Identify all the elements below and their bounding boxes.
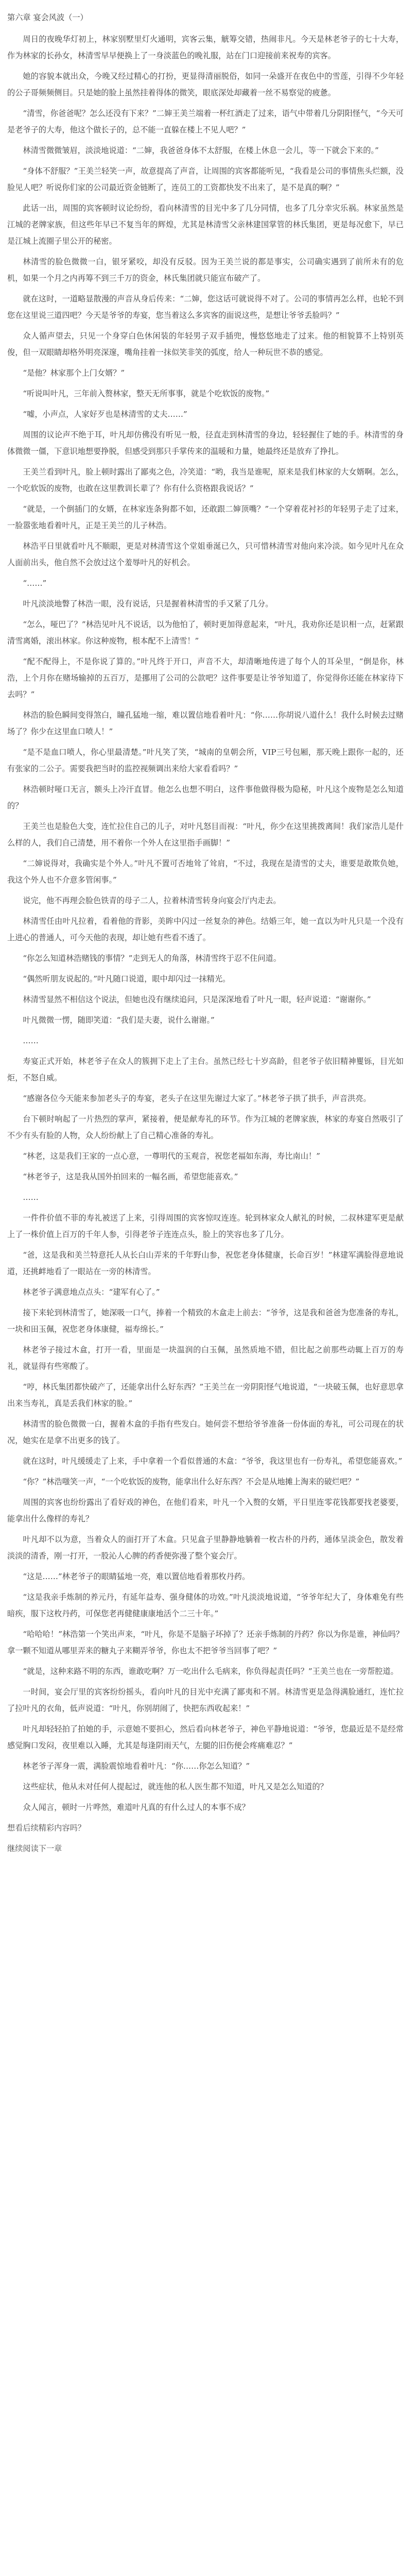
- paragraph: 接下来轮到林清雪了，她深吸一口气，捧着一个精致的木盒走上前去：“爷爷，这是我和爸爸为您准备的寿礼，一块和田玉佩，祝您老身体康健，福寿绵长。”: [7, 1308, 404, 1334]
- paragraph: ……: [23, 1036, 39, 1045]
- paragraph: 就在这时，一道略显散漫的声音从身后传来：“二婶，您这话可就说得不对了。公司的事情再怎么样，也轮不到您在这里说三道四吧？今天是爷爷的寿宴，您当着这么多宾客的面说这些，是想让爷爷丢脸吗？”: [7, 294, 404, 320]
- paragraph: “偶然听朋友说起的。”叶凡随口说道，眼中却闪过一抹精光。: [23, 974, 231, 984]
- paragraph: “哼，林氏集团都快破产了，还能拿出什么好东西？”王美兰在一旁阴阳怪气地说道，“一块破玉佩，也好意思拿出来当寿礼，真是丢我们林家的脸。”: [7, 1382, 404, 1408]
- chapter-title: 第六章 宴会风波（一）: [7, 13, 88, 22]
- paragraph: 周围的议论声不绝于耳，叶凡却仿佛没有听见一般，径直走到林清雪的身边，轻轻握住了她的手。林清雪的身体微微一僵，下意识地想要挣脱，但感受到那只手掌传来的温暖和力量，她最终还是放弃了挣扎。: [7, 430, 404, 456]
- paragraph: 林清雪微微皱眉，淡淡地说道：“二婶，我爸爸身体不太舒服，在楼上休息一会儿，等一下就会下来的。”: [23, 146, 379, 155]
- paragraph: “是不是血口喷人，你心里最清楚。”叶凡笑了笑，“城南的皇朝会所，VIP三号包厢，那天晚上跟你一起的，还有张家的二公子。需要我把当时的监控视频调出来给大家看看吗？”: [7, 748, 404, 773]
- paragraph: “林老，这是我们王家的一点心意，一尊明代的玉观音，祝您老福如东海，寿比南山！”: [23, 1151, 320, 1161]
- paragraph: 叶凡却轻轻拍了拍她的手，示意她不要担心，然后看向林老爷子，神色平静地说道：“爷爷，您最近是不是经常感觉胸口发闷，夜里难以入睡，尤其是每逢阴雨天气，左腿的旧伤便会疼痛难忍？”: [7, 1724, 404, 1750]
- paragraph: “林老爷子，这是我从国外拍回来的一幅名画，希望您能喜欢。”: [23, 1172, 238, 1181]
- paragraph: “就是，这种来路不明的东西，谁敢吃啊？万一吃出什么毛病来，你负得起责任吗？”王美兰也在一旁帮腔道。: [23, 1667, 398, 1676]
- footer-prompt: 想看后续精彩内容吗？: [7, 1823, 85, 1833]
- next-chapter-link[interactable]: 继续阅读下一章: [7, 1844, 62, 1853]
- paragraph: “……”: [23, 579, 47, 588]
- paragraph: 叶凡微微一愣，随即笑道：“我们是夫妻，说什么谢谢。”: [23, 1015, 215, 1025]
- paragraph: “是他？林家那个上门女婿？”: [23, 368, 125, 378]
- paragraph: “怎么，哑巴了？”林浩见叶凡不说话，以为他怕了，顿时更加得意起来，“叶凡，我劝你还是识相一点，赶紧跟清雪离婚，滚出林家。你这种废物，根本配不上清雪！”: [7, 620, 404, 646]
- paragraph: 这些症状，他从未对任何人提起过，就连他的私人医生都不知道，叶凡又是怎么知道的？: [23, 1782, 328, 1791]
- paragraph: 林浩平日里就看叶凡不顺眼，更是对林清雪这个堂姐垂涎已久，只可惜林清雪对他向来冷淡。如今见叶凡在众人面前出头，他自然不会放过这个羞辱叶凡的好机会。: [7, 541, 404, 567]
- paragraph: 林老爷子接过木盒，打开一看，里面是一块温润的白玉佩，虽然质地不错，但比起之前那些动辄上百万的寿礼，就显得有些寒酸了。: [7, 1345, 404, 1371]
- paragraph: 一时间，宴会厅里的宾客纷纷摇头，看向叶凡的目光中充满了鄙夷和不屑。林清雪更是急得满脸通红，连忙拉了拉叶凡的衣角，低声说道：“叶凡，你别胡闹了，快把东西收起来！”: [7, 1687, 404, 1713]
- paragraph: 说完，他不再理会脸色铁青的母子二人，拉着林清雪转身向宴会厅内走去。: [23, 896, 281, 905]
- paragraph: 此话一出，周围的宾客顿时议论纷纷，看向林清雪的目光中多了几分同情，也多了几分幸灾乐祸。林家虽然是江城的老牌家族，但这些年早已不复当年的辉煌，尤其是林清雪父亲林建国掌管的林氏集团，更是每况愈下，早已是江城上流圈子里公开的秘密。: [7, 204, 404, 246]
- paragraph: ……: [23, 1193, 39, 1202]
- paragraph: 一件件价值不菲的寿礼被送了上来，引得周围的宾客惊叹连连。轮到林家众人献礼的时候，二叔林建军更是献上了一株价值上百万的千年人参，引得老爷子连连点头，脸上的笑容也多了几分。: [7, 1213, 404, 1239]
- paragraph: “你怎么知道林浩赌钱的事情？”走到无人的角落，林清雪终于忍不住问道。: [23, 954, 281, 963]
- paragraph: 林清雪任由叶凡拉着，看着他的背影，美眸中闪过一丝复杂的神色。结婚三年，她一直以为叶凡只是一个没有上进心的普通人，可今天他的表现，却让她有些看不透了。: [7, 917, 404, 942]
- paragraph: 王美兰看到叶凡，脸上顿时露出了鄙夷之色，冷笑道：“哟，我当是谁呢，原来是我们林家的大女婿啊。怎么，一个吃软饭的废物，也敢在这里教训长辈了？你有什么资格跟我说话？”: [7, 467, 404, 493]
- paragraph: 周围的宾客也纷纷露出了看好戏的神色，在他们看来，叶凡一个入赘的女婿，平日里连零花钱都要找老婆要，能拿出什么像样的寿礼？: [7, 1498, 404, 1523]
- paragraph: 周日的夜晚华灯初上，林家别墅里灯火通明，宾客云集，觥筹交错，热闹非凡。今天是林老爷子的七十大寿，作为林家的长孙女，林清雪早早便换上了一身淡蓝色的晚礼服，站在门口迎接前来祝寿的宾客。: [7, 35, 404, 60]
- paragraph: 寿宴正式开始，林老爷子在众人的簇拥下走上了主台。虽然已经七十岁高龄，但老爷子依旧精神矍铄，目光如炬，不怒自威。: [7, 1057, 404, 1082]
- paragraph: “嘘，小声点，人家好歹也是林清雪的丈夫……”: [23, 410, 187, 419]
- paragraph: 林清雪的脸色微微一白，银牙紧咬，却没有反驳。因为王美兰说的都是事实，公司确实遇到了前所未有的危机，如果一个月之内再筹不到三千万的资金，林氏集团就只能宣布破产了。: [7, 257, 404, 283]
- paragraph: 林老爷子浑身一震，满脸震惊地看着叶凡：“你……你怎么知道？”: [23, 1761, 250, 1771]
- paragraph: 众人闻言，顿时一片哗然，难道叶凡真的有什么过人的本事不成？: [23, 1803, 250, 1812]
- paragraph: 就在这时，叶凡缓缓走了上来，手中拿着一个看似普通的木盒：“爷爷，我这里也有一份寿礼，希望您能喜欢。”: [23, 1456, 403, 1466]
- paragraph: 王美兰也是脸色大变，连忙拉住自己的儿子，对叶凡怒目而视：“叶凡，你少在这里挑拨离间！我们家浩儿是什么样的人，我们自己清楚，用不着你一个外人在这里指手画脚！”: [7, 822, 404, 848]
- paragraph: “这是……”林老爷子的眼睛猛地一亮，难以置信地看着那枚丹药。: [23, 1572, 250, 1581]
- paragraph: “身体不舒服？”王美兰轻笑一声，故意提高了声音，让周围的宾客都能听见，“我看是公司的事情焦头烂额，没脸见人吧？听说你们家的公司最近资金链断了，连员工的工资都快发不出来了，是不是真的啊？”: [7, 166, 404, 192]
- paragraph: “清雪，你爸爸呢？怎么还没有下来？”二婶王美兰端着一杯红酒走了过来，语气中带着几分阴阳怪气，“今天可是老爷子的大寿，他这个做长子的，总不能一直躲在楼上不见人吧？”: [7, 109, 404, 134]
- paragraph: 叶凡却不以为意，当着众人的面打开了木盒。只见盒子里静静地躺着一枚古朴的丹药，通体呈淡金色，散发着淡淡的清香，刚一打开，一股沁人心脾的药香便弥漫了整个宴会厅。: [7, 1535, 404, 1561]
- paragraph: “感谢各位今天能来参加老头子的寿宴，老头子在这里先谢过大家了。”林老爷子拱了拱手，声音洪亮。: [23, 1094, 371, 1103]
- paragraph: 林浩顿时哑口无言，额头上冷汗直冒。他怎么也想不明白，这件事他做得极为隐秘，叶凡这个废物是怎么知道的？: [7, 785, 404, 810]
- paragraph: 林老爷子满意地点点头：“建军有心了。”: [23, 1287, 160, 1297]
- paragraph: 众人循声望去，只见一个身穿白色休闲装的年轻男子双手插兜，慢悠悠地走了过来。他的相貌算不上特别英俊，但一双眼睛却格外明亮深邃，嘴角挂着一抹似笑非笑的弧度，给人一种玩世不恭的感觉。: [7, 331, 404, 357]
- paragraph: “爸，这是我和美兰特意托人从长白山弄来的千年野山参，祝您老身体健康，长命百岁！”林建军满脸得意地说道，还挑衅地看了一眼站在一旁的林清雪。: [7, 1250, 404, 1276]
- paragraph: 她的容貌本就出众，今晚又经过精心的打扮，更显得清丽脱俗，如同一朵盛开在夜色中的雪莲，引得不少年轻的公子哥频频侧目。只是她的脸上虽然挂着得体的微笑，眼底深处却藏着一丝不易察觉的疲惫。: [7, 72, 404, 97]
- chapter-content: [7, 31, 404, 1816]
- paragraph: “就是，一个倒插门的女婿，在林家连条狗都不如，还敢跟二婶顶嘴？”一个穿着花衬衫的年轻男子走了过来，一脸嚣张地看着叶凡，正是王美兰的儿子林浩。: [7, 504, 404, 530]
- paragraph: 台下顿时响起了一片热烈的掌声，紧接着，便是献寿礼的环节。作为江城的老牌家族，林家的寿宴自然吸引了不少有头有脸的人物，众人纷纷献上了自己精心准备的寿礼。: [7, 1114, 404, 1140]
- paragraph: 林清雪的脸色微微一白，握着木盒的手指有些发白。她何尝不想给爷爷准备一份体面的寿礼，可公司现在的状况，她实在是拿不出更多的钱了。: [7, 1419, 404, 1445]
- paragraph: 林浩的脸色瞬间变得煞白，瞳孔猛地一缩，难以置信地看着叶凡：“你……你胡说八道什么！我什么时候去过赌场了？你少在这里血口喷人！”: [7, 710, 404, 736]
- paragraph: “二婶说得对，我确实是个外人。”叶凡不置可否地耸了耸肩，“不过，我现在是清雪的丈夫，谁要是敢欺负她，我这个外人也不介意多管闲事。”: [7, 859, 404, 885]
- paragraph: “你？”林浩嗤笑一声，“一个吃软饭的废物，能拿出什么好东西？不会是从地摊上淘来的破烂吧？”: [23, 1477, 360, 1486]
- paragraph: 叶凡淡淡地瞥了林浩一眼，没有说话，只是握着林清雪的手又紧了几分。: [23, 599, 273, 608]
- paragraph: “配不配得上，不是你说了算的。”叶凡终于开口，声音不大，却清晰地传进了每个人的耳朵里，“倒是你，林浩，上个月你在赌场输掉的五百万，是挪用了公司的公款吧？这件事要是让爷爷知道了，你觉得你还能在林家待下去吗？”: [7, 657, 404, 699]
- paragraph: “这是我亲手炼制的养元丹，有延年益寿、强身健体的功效。”叶凡淡淡地说道，“爷爷年纪大了，身体难免有些暗疾，服下这枚丹药，可保您老再健健康康地活个二三十年。”: [7, 1592, 404, 1618]
- paragraph: 林清雪显然不相信这个说法，但她也没有继续追问，只是深深地看了叶凡一眼，轻声说道：“谢谢你。”: [23, 995, 371, 1004]
- paragraph: “听说叫叶凡，三年前入赘林家，整天无所事事，就是个吃软饭的废物。”: [23, 389, 270, 398]
- paragraph: “哈哈哈！”林浩第一个笑出声来，“叶凡，你是不是脑子坏掉了？还亲手炼制的丹药？你以为你是谁，神仙吗？拿一颗不知道从哪里弄来的糖丸子来糊弄爷爷，你也太不把爷爷当回事了吧？”: [7, 1630, 404, 1655]
